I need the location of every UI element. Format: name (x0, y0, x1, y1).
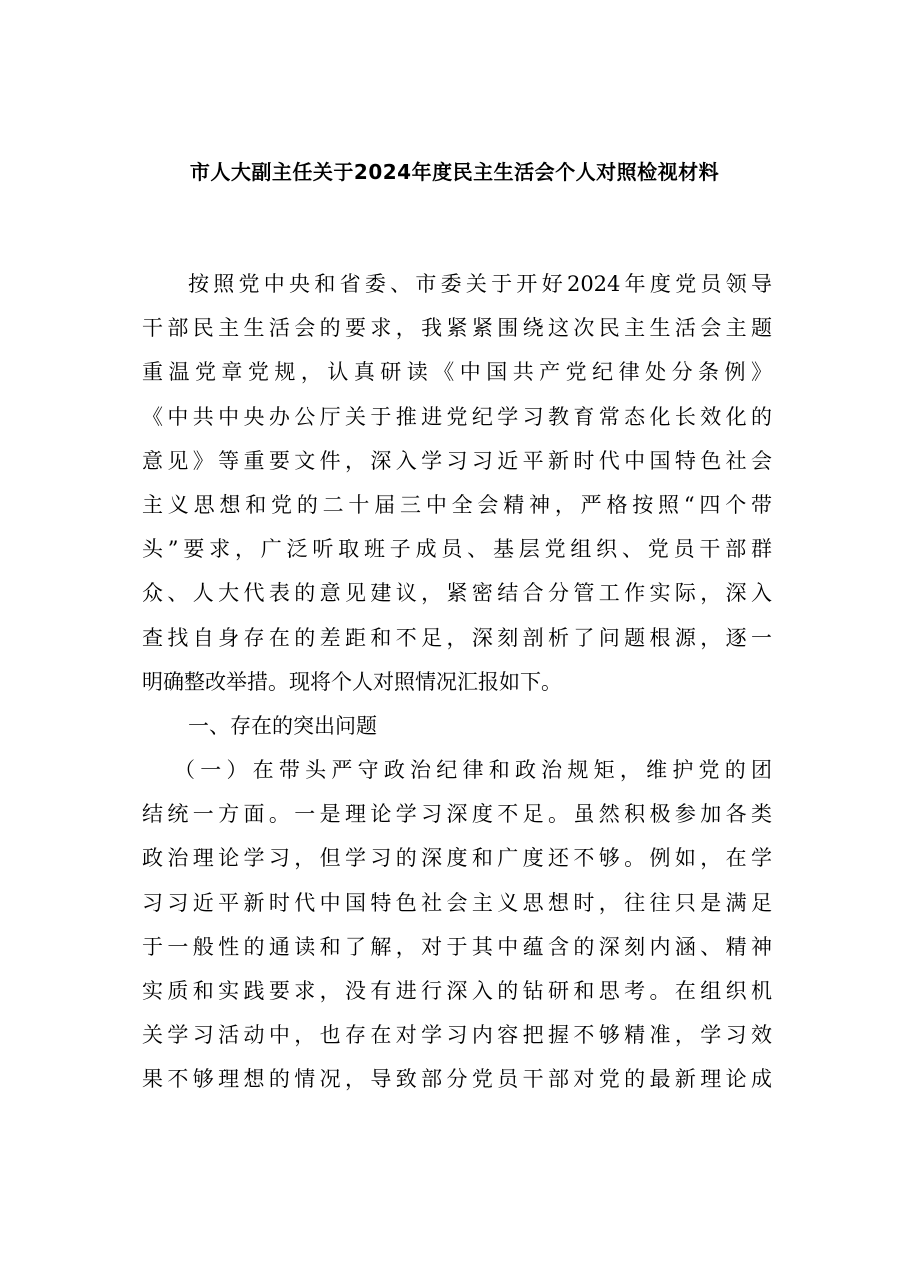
paragraph-line: 头”要求，广泛听取班子成员、基层党组织、党员干部群 (142, 537, 772, 562)
paragraph-line: 结统一方面。一是理论学习深度不足。虽然积极参加各类 (142, 802, 772, 827)
paragraph-line: 《中共中央办公厅关于推进党纪学习教育常态化长效化的 (142, 404, 772, 429)
paragraph-line: 意见》等重要文件，深入学习习近平新时代中国特色社会 (142, 448, 772, 473)
paragraph-line: 于一般性的通读和了解，对于其中蕴含的深刻内涵、精神 (142, 934, 772, 959)
paragraph-line: 果不够理想的情况，导致部分党员干部对党的最新理论成 (142, 1067, 772, 1092)
paragraph-line: 干部民主生活会的要求，我紧紧围绕这次民主生活会主题 (142, 316, 772, 341)
document-body (142, 262, 772, 1102)
paragraph-line: 按照党中央和省委、市委关于开好2024年度党员领导 (188, 272, 772, 296)
paragraph-line: 关学习活动中，也存在对学习内容把握不够精准，学习效 (142, 1023, 772, 1048)
paragraph-line: 政治理论学习，但学习的深度和广度还不够。例如，在学 (142, 846, 772, 871)
paragraph-line: 习习近平新时代中国特色社会主义思想时，往往只是满足 (142, 890, 772, 915)
paragraph-line: 众、人大代表的意见建议，紧密结合分管工作实际，深入 (142, 581, 772, 606)
paragraph-line: 实质和实践要求，没有进行深入的钻研和思考。在组织机 (142, 979, 772, 1003)
paragraph-line: （一）在带头严守政治纪律和政治规矩，维护党的团 (174, 758, 772, 783)
paragraph-line: 主义思想和党的二十届三中全会精神，严格按照“四个带 (142, 492, 772, 517)
paragraph-line: 重温党章党规，认真研读《中国共产党纪律处分条例》 (142, 360, 772, 385)
document-title: 市人大副主任关于2024年度民主生活会个人对照检视材料 (189, 160, 720, 184)
section-heading: 一、存在的突出问题 (188, 713, 377, 738)
paragraph-line: 查找自身存在的差距和不足，深刻剖析了问题根源，逐一 (142, 625, 772, 650)
paragraph-line: 明确整改举措。现将个人对照情况汇报如下。 (142, 669, 562, 694)
